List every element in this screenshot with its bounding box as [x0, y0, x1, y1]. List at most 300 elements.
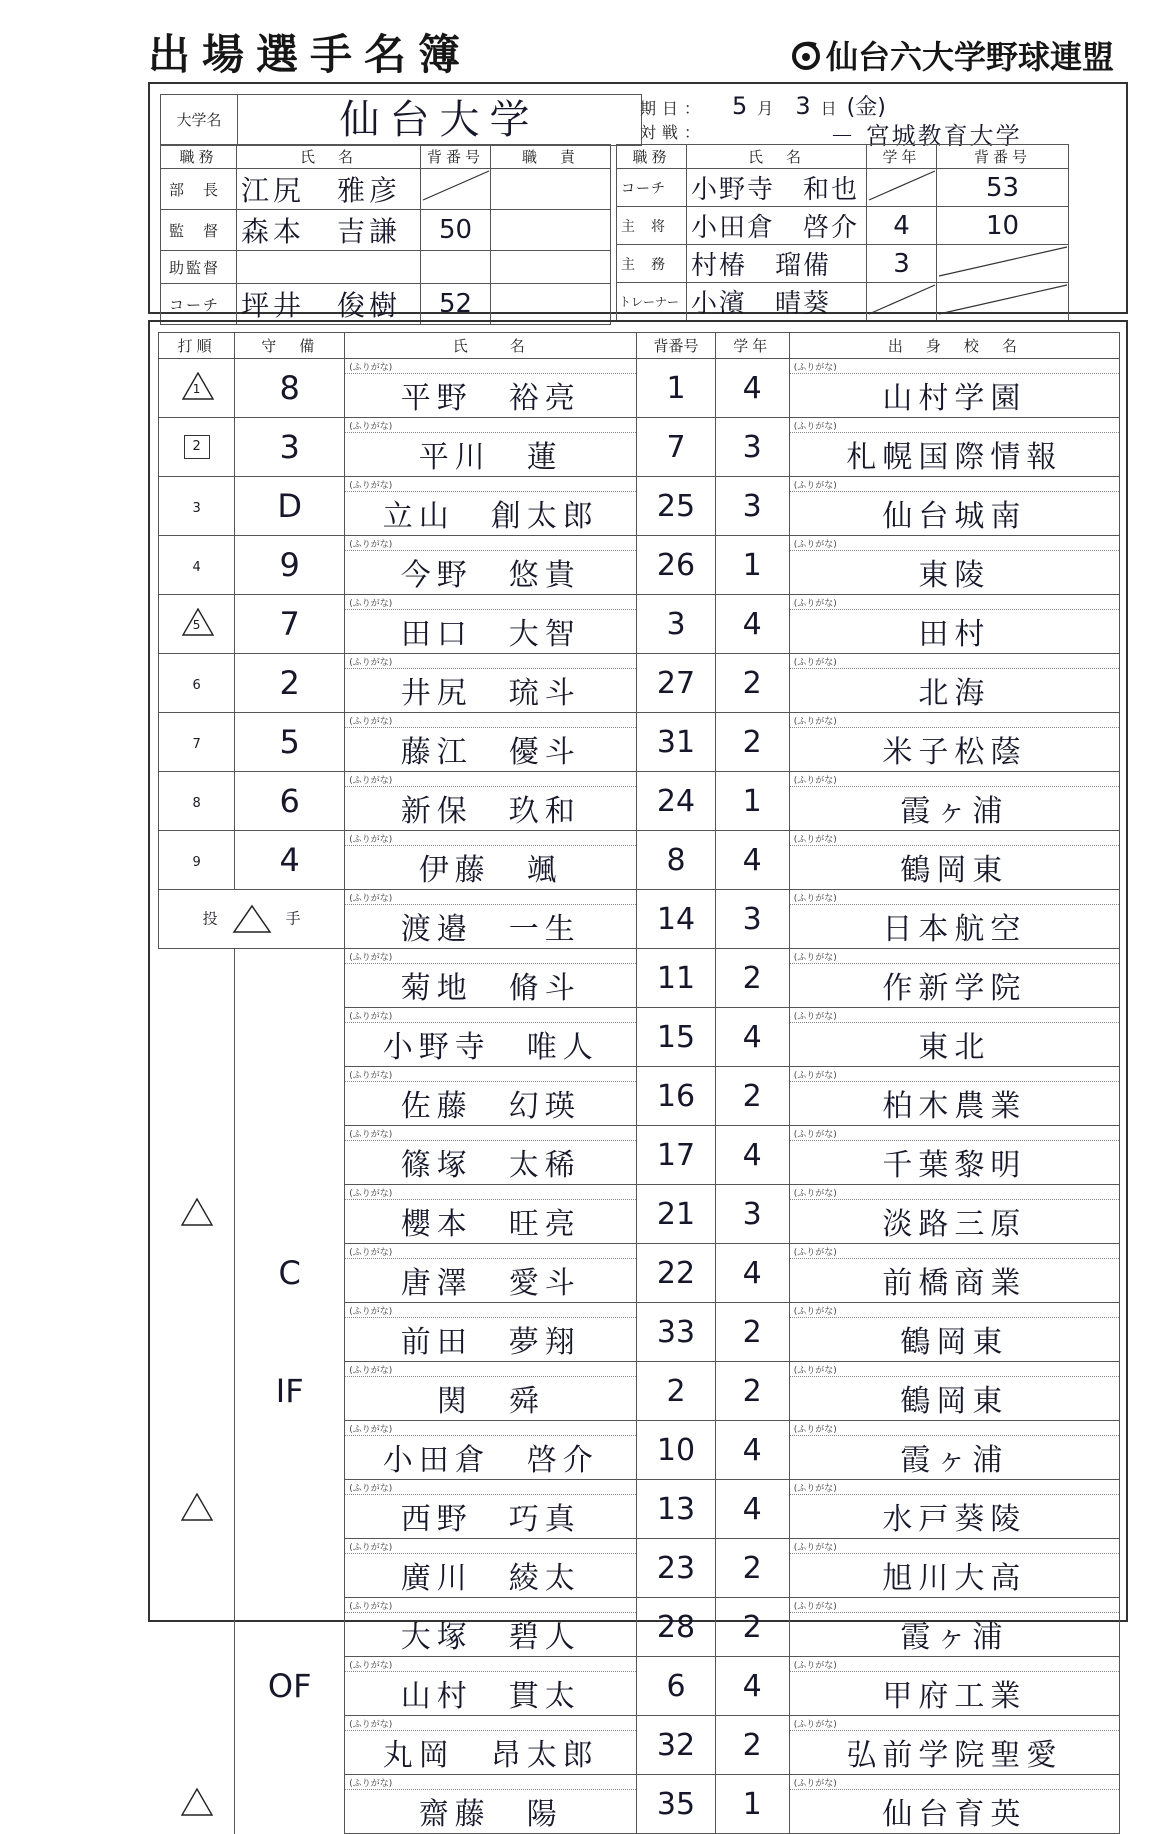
uniform-number: 28 [637, 1598, 715, 1657]
batting-order-cell [159, 1362, 235, 1421]
school-name: 仙台城南 [882, 499, 1027, 534]
position-cell [235, 1303, 345, 1362]
staff-name: 小野寺 和也 [687, 169, 867, 207]
batting-order-cell [159, 713, 235, 772]
uniform-number: 21 [637, 1185, 715, 1244]
league-logo-icon [790, 39, 822, 71]
school-name: 山村学園 [882, 381, 1027, 416]
furigana-label: (ふりがな) [793, 1307, 837, 1317]
batting-order-cell [159, 477, 235, 536]
player-name: 田口 大智 [400, 617, 581, 652]
furigana-divider [345, 1671, 636, 1672]
furigana-label: (ふりがな) [349, 599, 393, 609]
school-name: 東北 [918, 1030, 991, 1065]
school-cell [789, 1480, 1119, 1539]
furigana-label: (ふりがな) [793, 1484, 837, 1494]
batting-order-cell [159, 1244, 235, 1303]
furigana-label: (ふりがな) [349, 1720, 393, 1730]
furigana-label: (ふりがな) [793, 776, 837, 786]
league-header [790, 32, 1114, 78]
roster-row [159, 1303, 1120, 1362]
school-name: 弘前学院聖愛 [846, 1738, 1063, 1773]
position-cell [235, 1008, 345, 1067]
batting-order-cell [159, 1303, 235, 1362]
furigana-label: (ふりがな) [349, 1248, 393, 1258]
page-title: 出場選手名簿 [148, 30, 473, 79]
furigana-label: (ふりがな) [349, 835, 393, 845]
staff-grade-slashed [867, 169, 937, 207]
school-name: 甲府工業 [882, 1679, 1027, 1714]
roster-row [159, 1244, 1120, 1303]
school-cell [789, 477, 1119, 536]
triangle-mark-icon [182, 608, 212, 636]
uniform-number: 27 [637, 654, 715, 713]
furigana-divider [790, 432, 1119, 433]
staff-right-row [617, 207, 1069, 245]
school-cell [789, 1008, 1119, 1067]
furigana-divider [790, 727, 1119, 728]
school-cell [789, 1126, 1119, 1185]
staff-role: コーチ [617, 169, 687, 207]
staff-right-header-name: 氏 名 [687, 145, 867, 169]
triangle-mark-icon [182, 372, 212, 400]
roster-row [159, 1185, 1120, 1244]
school-name: 淡路三原 [882, 1207, 1027, 1242]
furigana-label: (ふりがな) [349, 1661, 393, 1671]
furigana-divider [345, 491, 636, 492]
uniform-number: 6 [637, 1657, 715, 1716]
school-name: 作新学院 [882, 971, 1027, 1006]
furigana-divider [790, 668, 1119, 669]
player-name-cell [345, 1421, 637, 1480]
roster-row [159, 1067, 1120, 1126]
school-name: 霞ヶ浦 [900, 1620, 1009, 1655]
position-cell: IF [235, 1362, 345, 1421]
position-cell: 8 [235, 359, 345, 418]
furigana-divider [790, 609, 1119, 610]
school-cell [789, 1716, 1119, 1775]
uniform-number: 11 [637, 949, 715, 1008]
batting-order-cell [159, 1008, 235, 1067]
position-cell [235, 1598, 345, 1657]
uniform-number: 33 [637, 1303, 715, 1362]
uniform-number: 1 [637, 359, 715, 418]
player-name: 前田 夢翔 [400, 1325, 581, 1360]
furigana-label: (ふりがな) [349, 658, 393, 668]
triangle-mark-icon [181, 1788, 211, 1816]
uniform-number: 25 [637, 477, 715, 536]
furigana-divider [345, 1317, 636, 1318]
player-name-cell [345, 1657, 637, 1716]
staff-name: 森本 吉謙 [237, 210, 421, 251]
furigana-label: (ふりがな) [349, 1366, 393, 1376]
grade: 4 [715, 359, 789, 418]
player-name: 藤江 優斗 [400, 735, 581, 770]
furigana-label: (ふりがな) [793, 894, 837, 904]
grade: 4 [715, 831, 789, 890]
staff-right-header-role: 職務 [617, 145, 687, 169]
furigana-label: (ふりがな) [793, 1425, 837, 1435]
batting-order-cell [159, 1480, 235, 1539]
player-name: 平川 蓮 [418, 440, 563, 475]
staff-role: トレーナー [617, 283, 687, 321]
position-cell: D [235, 477, 345, 536]
staff-role: 監 督 [161, 210, 237, 251]
furigana-divider [345, 1140, 636, 1141]
position-cell: 3 [235, 418, 345, 477]
furigana-label: (ふりがな) [349, 953, 393, 963]
batting-order-cell [159, 1067, 235, 1126]
furigana-label: (ふりがな) [349, 1130, 393, 1140]
player-name-cell [345, 1362, 637, 1421]
university-label: 大学名 [161, 95, 238, 145]
roster-row [159, 831, 1120, 890]
staff-role: 主 務 [617, 245, 687, 283]
school-cell [789, 654, 1119, 713]
player-name: 小田倉 啓介 [382, 1443, 599, 1478]
staff-grade: 3 [867, 245, 937, 283]
school-cell [789, 418, 1119, 477]
furigana-divider [345, 904, 636, 905]
roster-row [159, 1539, 1120, 1598]
uniform-number: 2 [637, 1362, 715, 1421]
uniform-number: 8 [637, 831, 715, 890]
uniform-number: 14 [637, 890, 715, 949]
furigana-label: (ふりがな) [793, 1661, 837, 1671]
uniform-number: 22 [637, 1244, 715, 1303]
furigana-divider [790, 904, 1119, 905]
school-cell [789, 1303, 1119, 1362]
school-cell [789, 772, 1119, 831]
player-name-cell [345, 536, 637, 595]
school-cell [789, 536, 1119, 595]
grade: 2 [715, 713, 789, 772]
furigana-divider [345, 1612, 636, 1613]
player-name-cell [345, 1067, 637, 1126]
player-name: 櫻本 旺亮 [400, 1207, 581, 1242]
player-name: 関 舜 [436, 1384, 545, 1419]
furigana-divider [790, 963, 1119, 964]
roster-row [159, 713, 1120, 772]
staff-role: コーチ [161, 284, 237, 325]
furigana-divider [345, 1730, 636, 1731]
opponent-row [640, 120, 1110, 150]
furigana-label: (ふりがな) [349, 540, 393, 550]
player-name-cell [345, 359, 637, 418]
school-name: 霞ヶ浦 [900, 794, 1009, 829]
batting-order: 5 [192, 618, 201, 632]
furigana-label: (ふりがな) [349, 776, 393, 786]
furigana-divider [790, 786, 1119, 787]
uniform-number: 32 [637, 1716, 715, 1775]
roster-header-school: 出 身 校 名 [789, 333, 1119, 359]
grade: 4 [715, 1244, 789, 1303]
furigana-divider [790, 1789, 1119, 1790]
grade: 2 [715, 1303, 789, 1362]
uniform-number: 24 [637, 772, 715, 831]
school-cell [789, 1421, 1119, 1480]
furigana-divider [790, 1612, 1119, 1613]
school-name: 柏木農業 [882, 1089, 1027, 1124]
position-cell: 6 [235, 772, 345, 831]
roster-box [148, 320, 1128, 1832]
date-day-label: 日 [820, 99, 837, 118]
position-cell [235, 1067, 345, 1126]
furigana-divider [790, 1022, 1119, 1023]
furigana-label: (ふりがな) [349, 1189, 393, 1199]
date-month-label: 月 [757, 99, 774, 118]
furigana-divider [790, 373, 1119, 374]
furigana-divider [790, 845, 1119, 846]
furigana-divider [345, 609, 636, 610]
grade: 2 [715, 1362, 789, 1421]
staff-grade-slashed [867, 283, 937, 321]
grade: 2 [715, 1598, 789, 1657]
furigana-label: (ふりがな) [793, 835, 837, 845]
school-cell [789, 713, 1119, 772]
staff-duty [491, 284, 611, 325]
staff-number-slashed [421, 169, 491, 210]
uniform-number: 15 [637, 1008, 715, 1067]
position-cell: 4 [235, 831, 345, 890]
position-cell [235, 949, 345, 1008]
uniform-number: 17 [637, 1126, 715, 1185]
uniform-number: 31 [637, 713, 715, 772]
date-weekday: (金) [846, 95, 886, 120]
furigana-label: (ふりがな) [793, 422, 837, 432]
school-name: 東陵 [918, 558, 991, 593]
batting-order-cell [159, 595, 235, 654]
furigana-divider [345, 963, 636, 964]
furigana-label: (ふりがな) [793, 1366, 837, 1376]
player-name: 伊藤 颯 [418, 853, 563, 888]
furigana-label: (ふりがな) [349, 1071, 393, 1081]
furigana-label: (ふりがな) [793, 1779, 837, 1789]
furigana-label: (ふりがな) [349, 1779, 393, 1789]
triangle-mark-icon [181, 1198, 211, 1226]
furigana-label: (ふりがな) [793, 540, 837, 550]
position-cell [235, 1775, 345, 1834]
school-name: 旭川大高 [882, 1561, 1027, 1596]
player-name-cell [345, 1775, 637, 1834]
player-name: 唐澤 愛斗 [400, 1266, 581, 1301]
staff-left-row [161, 210, 611, 251]
staff-right-header-grade: 学年 [867, 145, 937, 169]
staff-left-row [161, 251, 611, 284]
position-cell [235, 1480, 345, 1539]
staff-left-header-number: 背番号 [421, 145, 491, 169]
furigana-divider [345, 1199, 636, 1200]
school-cell [789, 595, 1119, 654]
roster-header-number: 背番号 [637, 333, 715, 359]
player-name-cell [345, 1303, 637, 1362]
staff-left-header-name: 氏 名 [237, 145, 421, 169]
position-cell: C [235, 1244, 345, 1303]
batting-order: 1 [192, 382, 201, 396]
furigana-divider [345, 1258, 636, 1259]
school-name: 鶴岡東 [900, 1325, 1009, 1360]
furigana-label: (ふりがな) [349, 1543, 393, 1553]
player-name-cell [345, 1598, 637, 1657]
roster-row [159, 359, 1120, 418]
player-name-cell [345, 1126, 637, 1185]
school-name: 田村 [918, 617, 991, 652]
roster-row [159, 477, 1120, 536]
pitcher-label-left: 投 [202, 909, 218, 928]
triangle-mark-icon [181, 1493, 211, 1521]
batting-order-cell [159, 536, 235, 595]
player-name-cell [345, 949, 637, 1008]
school-cell [789, 1775, 1119, 1834]
roster-row [159, 949, 1120, 1008]
player-name: 齋藤 陽 [418, 1797, 563, 1832]
player-name-cell [345, 1716, 637, 1775]
player-name-cell [345, 831, 637, 890]
batting-order-cell [159, 772, 235, 831]
player-name: 小野寺 唯人 [382, 1030, 599, 1065]
furigana-divider [790, 1258, 1119, 1259]
school-name: 千葉黎明 [882, 1148, 1027, 1183]
grade: 1 [715, 536, 789, 595]
roster-row [159, 1716, 1120, 1775]
staff-number: 50 [421, 210, 491, 251]
position-cell: OF [235, 1657, 345, 1716]
furigana-label: (ふりがな) [793, 363, 837, 373]
roster-row [159, 1362, 1120, 1421]
position-cell [235, 1126, 345, 1185]
furigana-label: (ふりがな) [793, 1071, 837, 1081]
batting-order: 8 [192, 795, 201, 811]
staff-role: 主 将 [617, 207, 687, 245]
furigana-divider [790, 1199, 1119, 1200]
player-name: 菊地 脩斗 [400, 971, 581, 1006]
furigana-divider [345, 1494, 636, 1495]
grade: 4 [715, 1008, 789, 1067]
roster-header-order: 打順 [159, 333, 235, 359]
grade: 4 [715, 1657, 789, 1716]
school-name: 米子松蔭 [882, 735, 1027, 770]
position-cell: 2 [235, 654, 345, 713]
date-month: 5 [732, 92, 748, 120]
furigana-label: (ふりがな) [349, 422, 393, 432]
staff-number-slashed [937, 283, 1069, 321]
staff-name: 小田倉 啓介 [687, 207, 867, 245]
uniform-number: 13 [637, 1480, 715, 1539]
batting-order-cell [159, 1539, 235, 1598]
staff-role: 助監督 [161, 251, 237, 284]
furigana-divider [790, 1494, 1119, 1495]
grade: 2 [715, 654, 789, 713]
grade: 2 [715, 1539, 789, 1598]
staff-name: 村椿 瑠備 [687, 245, 867, 283]
player-name-cell [345, 772, 637, 831]
staff-duty [491, 210, 611, 251]
staff-right-row [617, 283, 1069, 321]
roster-row [159, 772, 1120, 831]
school-name: 北海 [918, 676, 991, 711]
position-cell: 9 [235, 536, 345, 595]
player-name-cell [345, 890, 637, 949]
school-name: 鶴岡東 [900, 1384, 1009, 1419]
furigana-divider [345, 786, 636, 787]
furigana-divider [790, 1553, 1119, 1554]
furigana-label: (ふりがな) [793, 1130, 837, 1140]
school-cell [789, 890, 1119, 949]
furigana-divider [790, 550, 1119, 551]
furigana-label: (ふりがな) [349, 363, 393, 373]
date-label: 期日： [640, 99, 707, 118]
uniform-number: 35 [637, 1775, 715, 1834]
furigana-label: (ふりがな) [793, 1720, 837, 1730]
furigana-divider [345, 1789, 636, 1790]
opponent-value: － 宮城教育大学 [830, 122, 1022, 150]
staff-number-slashed [937, 245, 1069, 283]
school-cell [789, 1657, 1119, 1716]
school-name: 霞ヶ浦 [900, 1443, 1009, 1478]
furigana-label: (ふりがな) [793, 1248, 837, 1258]
furigana-label: (ふりがな) [349, 1425, 393, 1435]
uniform-number: 3 [637, 595, 715, 654]
staff-number: 52 [421, 284, 491, 325]
furigana-divider [345, 550, 636, 551]
furigana-divider [790, 491, 1119, 492]
grade: 2 [715, 1067, 789, 1126]
player-name: 井尻 琉斗 [400, 676, 581, 711]
furigana-label: (ふりがな) [793, 953, 837, 963]
batting-order-cell [159, 890, 345, 949]
grade: 1 [715, 772, 789, 831]
staff-name: 小濱 晴葵 [687, 283, 867, 321]
batting-order-cell [159, 1775, 235, 1834]
grade: 2 [715, 1716, 789, 1775]
furigana-label: (ふりがな) [793, 717, 837, 727]
batting-order-cell [159, 1421, 235, 1480]
school-name: 仙台育英 [882, 1797, 1027, 1832]
date-day: 3 [795, 92, 811, 120]
batting-order-cell [159, 654, 235, 713]
roster-header-grade: 学年 [715, 333, 789, 359]
roster-row [159, 418, 1120, 477]
furigana-divider [790, 1671, 1119, 1672]
player-name: 篠塚 太稀 [400, 1148, 581, 1183]
player-name-cell [345, 713, 637, 772]
staff-right-row [617, 169, 1069, 207]
roster-row [159, 1775, 1120, 1834]
staff-right-header-number: 背番号 [937, 145, 1069, 169]
grade: 3 [715, 1185, 789, 1244]
school-cell [789, 1067, 1119, 1126]
batting-order: 4 [192, 559, 201, 575]
grade: 3 [715, 418, 789, 477]
staff-left-header-role: 職務 [161, 145, 237, 169]
batting-order-cell [159, 949, 235, 1008]
furigana-divider [790, 1376, 1119, 1377]
school-name: 日本航空 [882, 912, 1027, 947]
school-cell [789, 1244, 1119, 1303]
uniform-number: 16 [637, 1067, 715, 1126]
player-name: 佐藤 幻瑛 [400, 1089, 581, 1124]
staff-left-row [161, 169, 611, 210]
roster-header-name: 氏 名 [345, 333, 637, 359]
uniform-number: 26 [637, 536, 715, 595]
player-name: 丸岡 昂太郎 [382, 1738, 599, 1773]
grade: 4 [715, 1126, 789, 1185]
staff-grade: 4 [867, 207, 937, 245]
header-info-box [148, 82, 1128, 322]
university-value: 仙台大学 [339, 97, 540, 143]
staff-duty [491, 251, 611, 284]
roster-row [159, 1598, 1120, 1657]
